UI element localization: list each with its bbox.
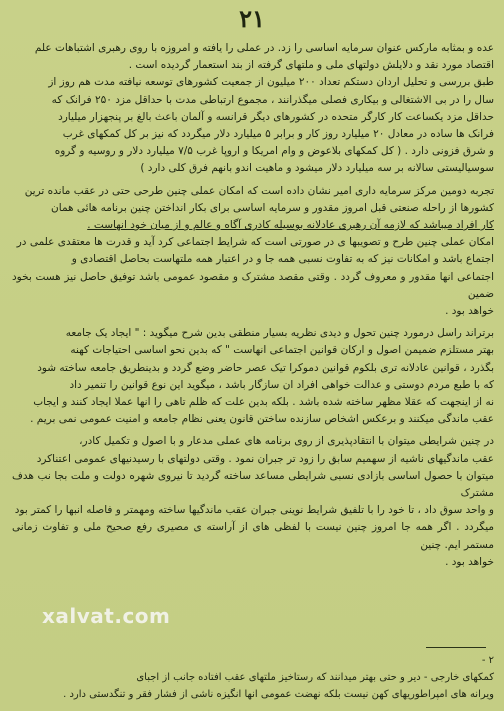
footnote-divider xyxy=(426,647,486,648)
footnote-number: ۲ - xyxy=(481,655,494,666)
text-line: اجتماعی انها مقدور و معروف گردد . وقتی مقصد مشترک و مقصود عمومی باشد توفیق حاصل نیز هست بخود ضمین xyxy=(12,270,494,300)
text-line: سوسیالیستی سالانه بر سه میلیارد دلار میشود و ماهیت اندو بانهم فرق کلی دارد ) xyxy=(140,162,494,175)
body-text xyxy=(12,40,494,576)
text-line: اجتماع باشد و امکانات نیز که به تفاوت نسبی همه جا و در اعتبار همه ملتهاست بحاصل اقتصادی و xyxy=(71,253,494,266)
footnote-line: کمکهای خارجی - دیر و حتی بهتر میدانند که رستاخیز ملتهای عقب افتاده جانب از اجبای xyxy=(136,672,494,683)
text-line: بهتر مستلزم ضمیمن اصول و ارکان قوانین اجتماعی انهاست " که بدین نحو اساسی احتیاجات کهنه xyxy=(70,344,494,357)
text-line: خواهد بود . xyxy=(445,305,494,318)
text-line: نه از اینجهت که عقلا مظهر ساخته شده باشد . بلکه بدین علت که ظلم تاهی را انها عملا ایجاد کنند و ایجاب xyxy=(33,396,494,409)
page-number: ۲۱ xyxy=(239,4,265,33)
paragraph-4 xyxy=(12,433,494,571)
text-line: سال را در بی الاشتغالی و بیکاری فصلی میگذرانند ، مجموع ارتباطی مدت با حداقل مزد ۲۵۰ فرانک که xyxy=(51,93,494,106)
text-line: تجربه دومین مرکز سرمایه داری امیر نشان داده است که امکان عملی چنین طرحی حتی در عقب مانده ترین xyxy=(24,184,494,197)
text-line: حداقل مزد یکساعت کار کارگر متحده در کشورهای دیگر قرانسه و آلمان باعث بالغ بر پنجهزار میلیارد xyxy=(58,110,494,123)
watermark: xalvat.com xyxy=(42,604,171,628)
text-line: و واحد سوق داد ، تا خود را با تلفیق شرایط نوینی جبران عقب ماندگیها ساخته ومهمتر و فاصله انبها را کمتر بود xyxy=(14,504,494,517)
text-line: امکان عملی چنین طرح و تصویبها ی در صورتی است که شرایط اجتماعی کرد آید و قدرت ها معتقدی علمی در xyxy=(16,236,494,249)
paragraph-3 xyxy=(12,325,494,428)
text-line: برتراند راسل درمورد چنین تحول و دیدی نظریه بسیار منطقی بدین شرح میگوید : " ایجاد یک جامعه xyxy=(65,327,494,340)
text-line: خواهد بود . xyxy=(445,555,494,568)
paragraph-1 xyxy=(12,40,494,178)
text-line: میگردد . اگر همه جا امروز چنین نیست با لفظی های از آراسته ی مصیری رفع صحیح ملی و تفاوت زمانی مستمر ایم. چنین xyxy=(12,521,494,551)
text-line: اقتصاد مورد نقد و دلایلش دولتهای ملی و ملتهای گرفته از بند استعمار گردیده است . xyxy=(128,59,494,72)
text-line: بگذرد ، قوانین عادلانه تری بلکوم قوانین دموکرا تیک عصر حاضر وضع گردد و بدینطریق جامعه ساخته شود xyxy=(37,361,494,374)
text-line: کشورها از راحله صنعتی قبل امروز مقدور و سرمایه اساسی برای بکار انداختن چنین برنامه هائی همان xyxy=(51,201,494,214)
paragraph-2 xyxy=(12,183,494,321)
text-line: فرانک ها ساده در معادل ۲۰ میلیارد روز کار و برابر ۵ میلیارد دلار میگردد که نیز بر کل کمکهای غرب xyxy=(62,128,494,141)
text-line: عده و بمثابه مارکس عنوان سرمایه اساسی را زد. در عملی را یافته و امروزه با روی رهبری اشتباهات علم xyxy=(34,42,494,54)
underlined-text-line: کار افراد میباشد که لازمه آن رهبری عادلانه بوسیله کادری آگاه و عالم و از میان خود انهاست . xyxy=(87,219,494,232)
footnote xyxy=(12,652,494,703)
text-line: که با طبع مردم دوستی و عدالت خواهی افراد ان سازگار باشد ، میگوید این نوع قوانین را تنمیر داد xyxy=(69,378,494,391)
text-line: در چنین شرایطی میتوان با انتقادپذیری از روی برنامه های عملی مدعار و با اصول و تکمیل کادر، xyxy=(79,435,494,448)
text-line: عقب ماندگی میکنند و برعکس اشخاص سازنده ساختن قانون یعنی نظام جامعه و امنیت عمومی نمی بریم . xyxy=(30,413,494,426)
text-line: میتوان با حصول اساسی بازادی نسبی شرایطی مساعد ساخته گردید تا نیروی شهره دولت و ملت بجا نب هدف مشترک xyxy=(12,469,494,500)
text-line: طبق بررسی و تحلیل اردان دستکم تعداد ۲۰۰ میلیون از جمعیت کشورهای توسعه نیافته مدت هم روز از xyxy=(48,76,494,89)
text-line: عقب ماندگیهای ناشیه از سهمیم سابق را زود تر جبران نمود . وقتی دولتهای با رسیدنیهای عمومی اعتناکرد xyxy=(36,452,494,465)
footnote-line: ویرانه های امپراطوریهای کهن نیست بلکه نهضت عمومی انها انگیزه ناشی از فشار فقر و تنگدستی دارد . xyxy=(63,689,494,700)
text-line: و شرق فزونی دارد . ( کل کمکهای بلاعوض و وام امریکا و اروپا غرب ۷/۵ میلیارد دلار و روسیه و گروه xyxy=(54,145,494,158)
